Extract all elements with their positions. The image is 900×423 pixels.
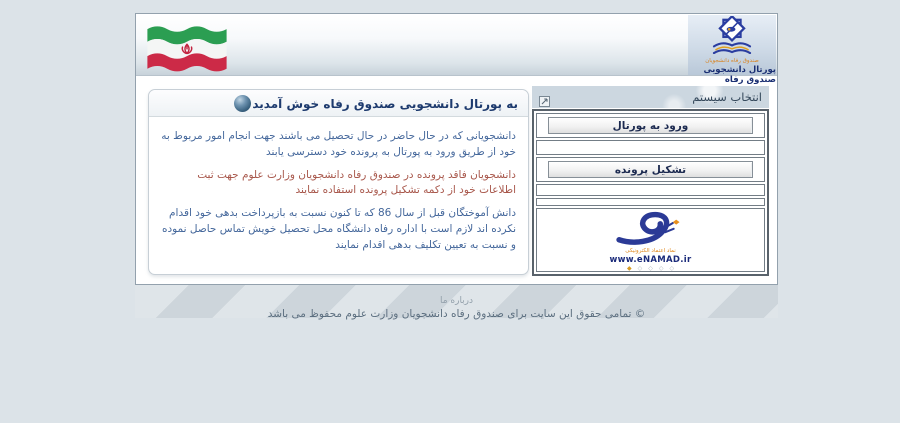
welcome-paragraph-graduates: دانش آموختگان قبل از سال 86 که تا کنون نسبت به بازپرداخت بدهی خود اقدام نکرده اند لازم است با اداره رفاه دانشگاه محل تحصیل خویش تماس حاصل نموده و نسبت به تعیین تکلیف بدهی اقدام نمایند	[161, 207, 516, 251]
logo-title: پورتال دانشجویی صندوق رفاه	[703, 65, 776, 86]
dot-icon: ◇	[669, 264, 675, 272]
logo-subtitle: صندوق رفاه دانشجویان	[705, 58, 759, 64]
page-container	[135, 0, 778, 318]
dot-icon: ◇	[648, 264, 653, 272]
sidebar-header	[532, 86, 769, 108]
sidebar-title: انتخاب سیستم	[692, 90, 762, 104]
dot-icon: ◇	[658, 264, 664, 272]
sphere-icon	[234, 95, 251, 112]
create-file-button[interactable]: تشکیل پرونده	[548, 161, 753, 178]
site-header	[136, 14, 777, 86]
menu-separator-row	[536, 198, 765, 206]
content-area	[136, 76, 777, 276]
logo-panel	[688, 15, 776, 86]
system-menu	[532, 109, 769, 276]
enter-portal-button[interactable]: ورود به پورتال	[548, 117, 753, 134]
system-select-sidebar	[532, 86, 769, 276]
about-us-link[interactable]: درباره ما	[439, 296, 474, 306]
site-footer	[135, 285, 778, 318]
dot-icon: ◇	[637, 264, 643, 272]
welcome-title: به پورتال دانشجویی صندوق رفاه خوش آمدید	[252, 96, 518, 111]
menu-row	[536, 113, 765, 138]
copyright-text: © تمامی حقوق این سایت برای صندوق رفاه دانشجویان وزارت علوم محفوظ می باشد	[267, 308, 646, 320]
menu-row	[536, 157, 765, 182]
enamad-status-dots	[627, 266, 674, 272]
main-window	[135, 13, 778, 285]
enamad-trust-seal[interactable]	[595, 211, 707, 272]
welcome-body	[149, 117, 528, 274]
menu-row	[536, 208, 765, 272]
dot-icon: ◆	[626, 264, 632, 272]
menu-separator-row	[536, 184, 765, 196]
enamad-url: www.eNAMAD.ir	[609, 254, 692, 265]
welcome-panel	[148, 89, 529, 275]
welcome-paragraph-no-file: دانشجویان فاقد پرونده در صندوق رفاه دانشجویان وزارت علوم جهت ثبت اطلاعات خود از دکمه تشکیل پرونده استفاده نمایند	[197, 168, 516, 197]
welfare-fund-logo-icon	[709, 16, 755, 58]
welcome-title-bar	[149, 90, 528, 117]
welcome-paragraph-current-students: دانشجویانی که در حال حاضر در حال تحصیل می باشند جهت انجام امور مربوط به خود از طریق ورود به پورتال به پرونده خود دسترسی یابند	[161, 130, 516, 158]
menu-separator-row	[536, 140, 765, 155]
enamad-e-icon	[609, 211, 693, 249]
iran-flag-icon	[143, 21, 231, 75]
window-restore-icon[interactable]	[539, 92, 550, 103]
enamad-caption: نماد اعتماد الکترونیکی	[625, 248, 676, 254]
